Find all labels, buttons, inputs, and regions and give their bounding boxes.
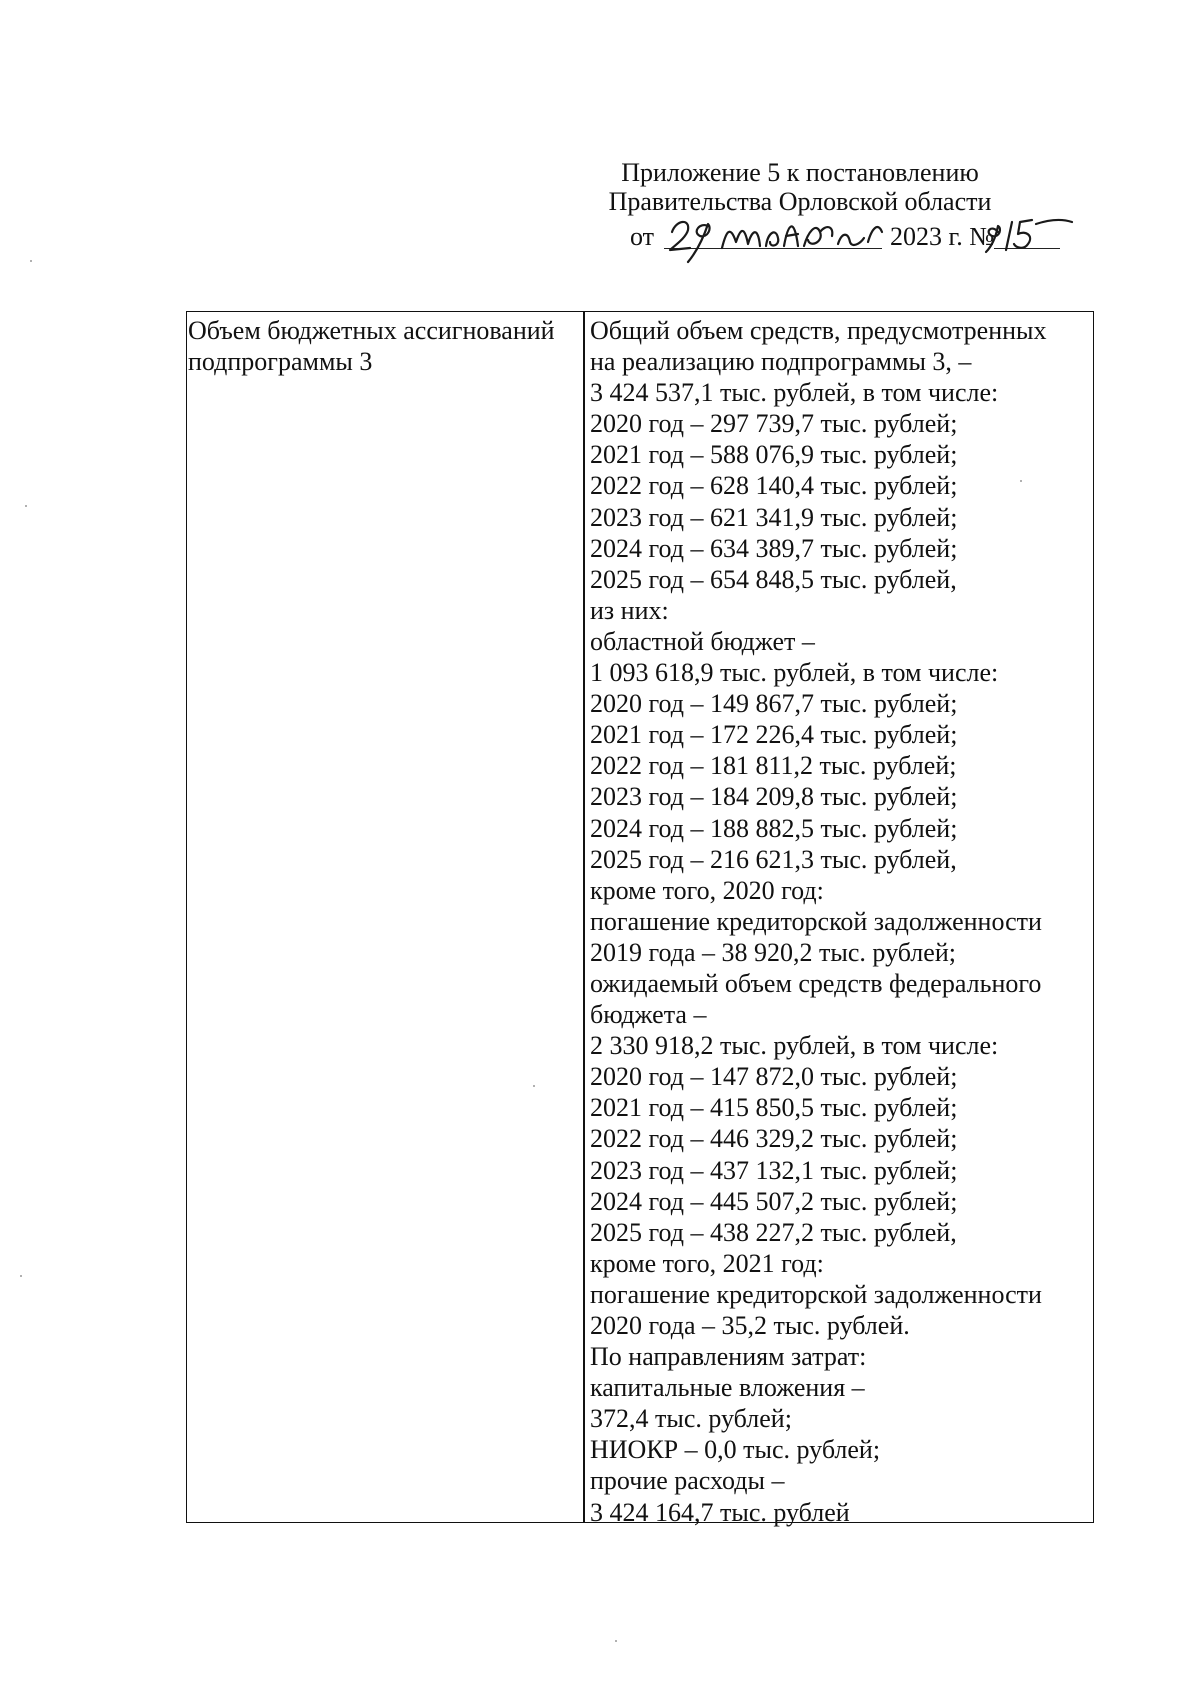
right-cell-line: капитальные вложения – — [590, 1373, 865, 1403]
right-cell-line: из них: — [590, 595, 669, 625]
right-cell-line: бюджета – — [590, 1000, 707, 1030]
right-cell-line: 2024 год – 634 389,7 тыс. рублей; — [590, 533, 958, 563]
right-cell-line: 2022 год – 446 329,2 тыс. рублей; — [590, 1124, 958, 1154]
right-cell-line: 2020 года – 35,2 тыс. рублей. — [590, 1311, 910, 1340]
right-cell-line: 2023 год – 437 132,1 тыс. рублей; — [590, 1155, 958, 1185]
right-cell-line: 2021 год – 415 850,5 тыс. рублей; — [590, 1093, 958, 1123]
right-cell-line: ожидаемый объем средств федерального — [590, 968, 1042, 998]
scan-speck — [20, 1275, 22, 1277]
right-cell-line: на реализацию подпрограммы 3, – — [590, 347, 972, 377]
right-cell-line: 2023 год – 621 341,9 тыс. рублей; — [590, 502, 958, 532]
right-cell-line: 372,4 тыс. рублей; — [590, 1404, 792, 1434]
scan-speck — [30, 260, 32, 262]
right-cell-line: 2025 год – 654 848,5 тыс. рублей, — [590, 564, 957, 594]
year-number-label: 2023 г. № — [890, 222, 995, 251]
right-cell-line: 2021 год – 172 226,4 тыс. рублей; — [590, 720, 958, 750]
right-cell-line: 2020 год – 147 872,0 тыс. рублей; — [590, 1062, 958, 1092]
scan-speck — [1020, 480, 1022, 482]
right-cell-line: 2021 год – 588 076,9 тыс. рублей; — [590, 440, 958, 470]
left-cell-line: подпрограммы 3 — [188, 347, 373, 376]
right-cell-line: 2022 год – 181 811,2 тыс. рублей; — [590, 751, 957, 781]
appendix-authority: Правительства Орловской области — [608, 187, 992, 216]
table-left-cell — [188, 315, 578, 377]
right-cell-line: 2020 год – 149 867,7 тыс. рублей; — [590, 689, 958, 719]
appendix-date-line — [580, 218, 1020, 252]
right-cell-line: кроме того, 2021 год: — [590, 1248, 824, 1278]
right-cell-line: 2020 год – 297 739,7 тыс. рублей; — [590, 409, 958, 439]
right-cell-line: 1 093 618,9 тыс. рублей, в том числе: — [590, 658, 999, 688]
right-cell-line: 3 424 537,1 тыс. рублей, в том числе: — [590, 378, 999, 408]
right-cell-line: 2 330 918,2 тыс. рублей, в том числе: — [590, 1031, 999, 1061]
right-cell-line: 2019 года – 38 920,2 тыс. рублей; — [590, 937, 956, 967]
scan-speck — [533, 1085, 535, 1087]
right-cell-line: По направлениям затрат: — [590, 1342, 867, 1372]
right-cell-line: областной бюджет – — [590, 626, 815, 656]
right-cell-line: Общий объем средств, предусмотренных — [590, 316, 1047, 345]
right-cell-line: 2024 год – 445 507,2 тыс. рублей; — [590, 1186, 958, 1216]
date-prefix: от — [630, 222, 655, 251]
handwritten-signature — [580, 202, 1080, 272]
scan-speck — [615, 1640, 617, 1642]
right-cell-line: НИОКР – 0,0 тыс. рублей; — [590, 1435, 881, 1465]
right-cell-line: погашение кредиторской задолженности — [590, 906, 1042, 936]
right-cell-line: 2022 год – 628 140,4 тыс. рублей; — [590, 471, 958, 501]
appendix-title: Приложение 5 к постановлению — [621, 158, 979, 187]
right-cell-line: кроме того, 2020 год: — [590, 875, 824, 905]
right-cell-line: 2025 год – 438 227,2 тыс. рублей, — [590, 1217, 957, 1247]
right-cell-line: 3 424 164,7 тыс. рублей — [590, 1497, 850, 1527]
appendix-header — [580, 158, 1020, 252]
right-cell-line: прочие расходы – — [590, 1466, 785, 1496]
table-right-cell — [590, 315, 1090, 1528]
right-cell-line: погашение кредиторской задолженности — [590, 1279, 1042, 1309]
scan-speck — [25, 505, 27, 507]
table-column-divider — [583, 311, 585, 1523]
left-cell-line: Объем бюджетных ассигнований — [188, 316, 555, 345]
right-cell-line: 2025 год – 216 621,3 тыс. рублей, — [590, 844, 957, 874]
right-cell-line: 2023 год – 184 209,8 тыс. рублей; — [590, 782, 958, 812]
right-cell-line: 2024 год – 188 882,5 тыс. рублей; — [590, 813, 958, 843]
